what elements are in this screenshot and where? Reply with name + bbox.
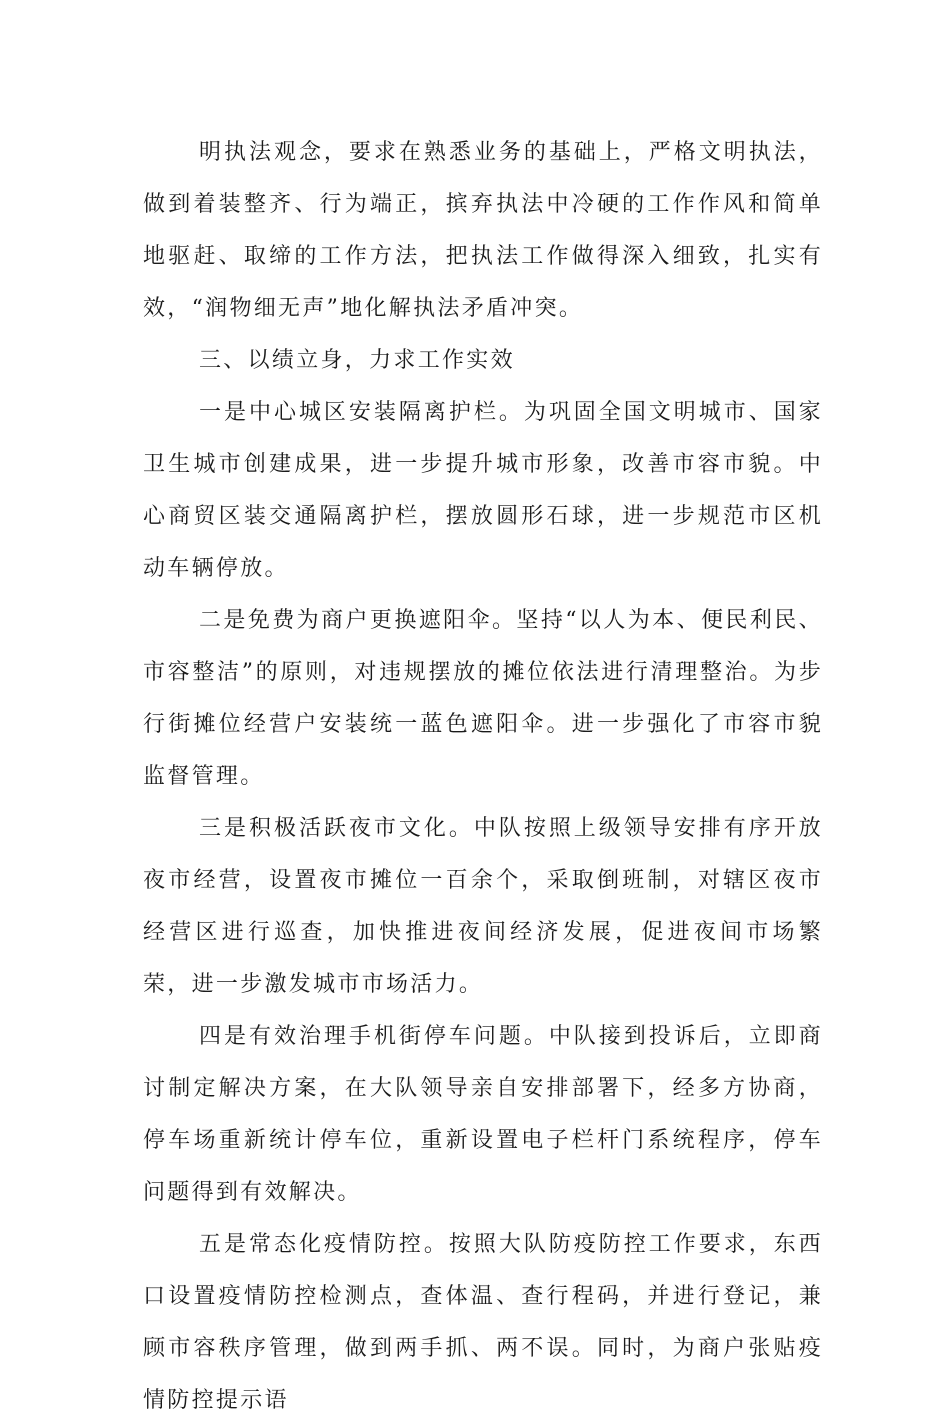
paragraph-2: 一是中心城区安装隔离护栏。为巩固全国文明城市、国家卫生城市创建成果，进一步提升城市形象，改善市容市貌。中心商贸区装交通隔离护栏，摆放圆形石球，进一步规范市区机动车辆停放。 bbox=[143, 400, 823, 581]
paragraph-3: 二是免费为商户更换遮阳伞。坚持“以人为本、便民利民、市容整洁”的原则，对违规摆放的摊位依法进行清理整治。为步行街摊位经营户安装统一蓝色遮阳伞。进一步强化了市容市貌监督管理。 bbox=[143, 608, 823, 789]
paragraph-5: 四是有效治理手机街停车问题。中队接到投诉后，立即商讨制定解决方案，在大队领导亲自安排部署下，经多方协商，停车场重新统计停车位，重新设置电子栏杆门系统程序，停车问题得到有效解决。 bbox=[143, 1024, 823, 1205]
paragraph-1: 明执法观念，要求在熟悉业务的基础上，严格文明执法，做到着装整齐、行为端正，摈弃执法中冷硬的工作作风和简单地驱赶、取缔的工作方法，把执法工作做得深入细致，扎实有效，“润物细无声”地化解执法矛盾冲突。 bbox=[143, 140, 823, 321]
section-heading: 三、以绩立身，力求工作实效 bbox=[199, 348, 515, 373]
paragraph-6: 五是常态化疫情防控。按照大队防疫防控工作要求，东西口设置疫情防控检测点，查体温、查行程码，并进行登记，兼顾市容秩序管理，做到两手抓、两不误。同时，为商户张贴疫情防控提示语 bbox=[143, 1232, 823, 1413]
paragraph-4: 三是积极活跃夜市文化。中队按照上级领导安排有序开放夜市经营，设置夜市摊位一百余个，采取倒班制，对辖区夜市经营区进行巡查，加快推进夜间经济发展，促进夜间市场繁荣，进一步激发城市市场活力。 bbox=[143, 816, 823, 997]
document-body bbox=[143, 127, 823, 1427]
